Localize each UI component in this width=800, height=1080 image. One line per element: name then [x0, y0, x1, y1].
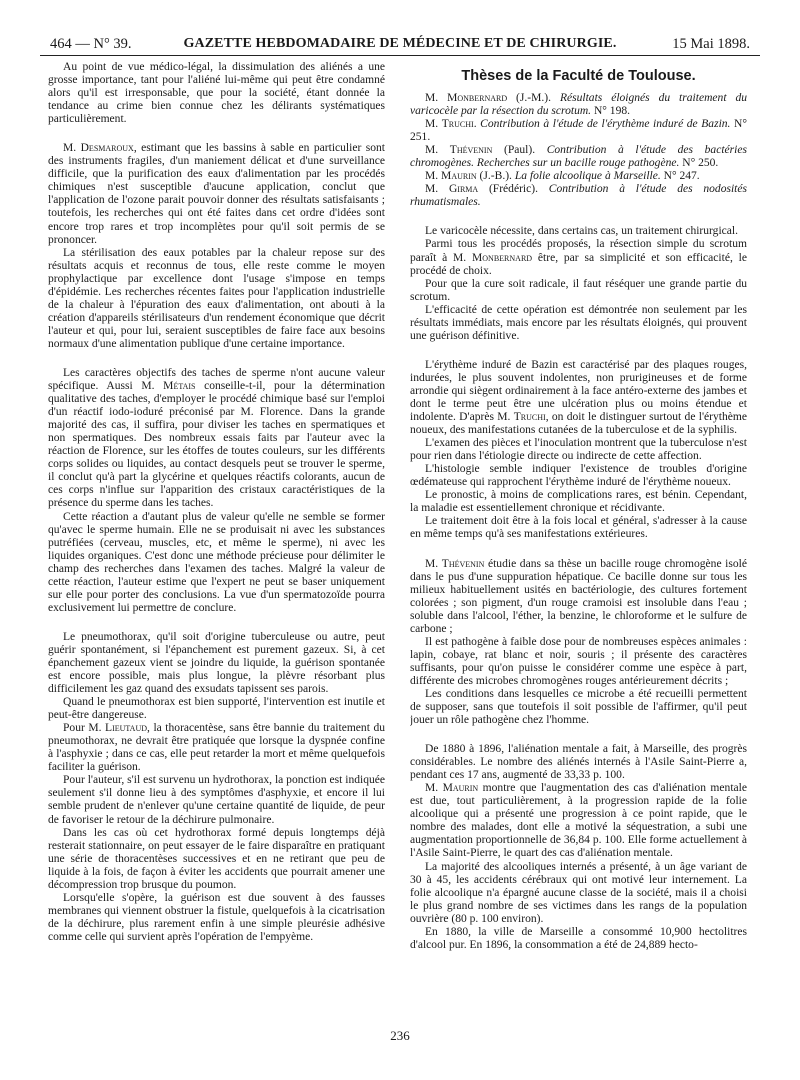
thesis-entry: M. Monbernard (J.-M.). Résultats éloignés du traitement du varicocèle par la résection du scrotum. N° 198. [410, 92, 747, 118]
author-name: Truchi [513, 411, 546, 424]
paragraph: M. Desmaroux, estimant que les bassins à sable en particulier sont des instruments fragiles, d'un maniement délicat et d'une surveillance difficile, que la purification des eaux d'alimentation par les procédés chimiques n'est susceptible d'aucune application, conclut que l'application de l'ozone parait pouvoir donner des résultats satisfaisants ; toutefois, les recherches qui ont été faites dans cet ordre d'idées sont encore trop rares et trop incomplètes pour qu'il soit permis de se prononcer. [48, 142, 385, 246]
paragraph: Cette réaction a d'autant plus de valeur qu'elle ne semble se former qu'avec le sperme humain. Elle ne se produisait ni avec les substances putréfiées (cerveau, muscles, etc, et même le sperme), ni avec les liquides organiques. C'est donc une méthode précieuse pour délimiter le champ des recherches dans l'examen des taches. Malgré la valeur de cette réaction, l'auteur estime que l'expert ne peut se baser uniquement sur elle pour porter des conclusions. La vue d'un spermatozoïde pourra exclusivement lui permettre de conclure. [48, 510, 385, 614]
paragraph: Le traitement doit être à la fois local et général, s'adresser à la cause en même temps qu'à ses manifestations extérieures. [410, 515, 747, 541]
thesis-title: Contribution à l'étude des bactéries chromogènes. Recherches sur un bacille rouge pathogène. [410, 144, 747, 170]
thesis-title: Résultats éloignés du traitement du varicocèle par la résection du scrotum. [410, 92, 747, 118]
paragraph: L'examen des pièces et l'inoculation montrent que la tuberculose n'est pour rien dans l'étiologie directe ou indirecte de cette affection. [410, 437, 747, 463]
thesis-author: Girma [448, 183, 479, 196]
thesis-entry: M. Truchi. Contribution à l'étude de l'érythème induré de Bazin. N° 251. [410, 118, 747, 144]
paragraph: M. Thévenin étudie dans sa thèse un bacille rouge chromogène isolé dans le pus d'une suppuration hépatique. Ce bacille donne sur tous les milieux habituellement usités en bactériologie, des cultures fortement colorées ; son pigment, d'un rouge cramoisi est insoluble dans l'eau ; soluble dans l'alcool, l'éther, la benzine, le chloroforme et le sulfure de carbone ; [410, 557, 747, 635]
paragraph: Quand le pneumothorax est bien supporté, l'intervention est inutile et peut-être dangereuse. [48, 696, 385, 722]
paragraph: Pour que la cure soit radicale, il faut réséquer une grande partie du scrotum. [410, 277, 747, 303]
thesis-number: N° 247. [660, 170, 700, 183]
thesis-number: N° 250. [679, 157, 719, 170]
paragraph: Il est pathogène à faible dose pour de nombreuses espèces animales : lapin, cobaye, rat blanc et noir, souris ; il présente des caractères suffisants, pour qu'on puisse le considérer comme une espèce à part, différente des microbes chromogènes rouges antérieurement décrits ; [410, 635, 747, 687]
paragraph: L'histologie semble indiquer l'existence de troubles d'origine œdémateuse qui rapprochent l'érythème induré de l'érythème noueux. [410, 463, 747, 489]
paragraph: Les caractères objectifs des taches de sperme n'ont aucune valeur spécifique. Aussi M. Métais conseille-t-il, pour la détermination qualitative des taches, d'employer le procédé chimique basé sur l'emploi d'un réactif iodo-ioduré préconisé par M. Florence. Dans la grande majorité des cas, il suffira, pour diviser les taches en spermatiques et non spermatiques. Des nombreux essais faits par l'auteur avec la réaction de Florence, sur les étoffes de toutes couleurs, sur les différents corps solides ou liquides, au contact desquels peut se trouver le sperme, il conclut qu'à part la glycérine et quelques réactifs colorants, aucun de ces corps n'influe sur l'apparition des cristaux caractéristiques de la présence du sperme dans les taches. [48, 366, 385, 510]
paragraph: Pour l'auteur, s'il est survenu un hydrothorax, la ponction est indiquée seulement s'il donne lieu à des symptômes d'asphyxie, et encore il lui semble prudent de n'enlever qu'une certaine quantité de liquide, de peur de favoriser le retour de la déchirure pulmonaire. [48, 774, 385, 826]
paragraph: En 1880, la ville de Marseille a consommé 10,900 hectolitres d'alcool pur. En 1896, la consommation a été de 24,889 hecto- [410, 925, 747, 951]
paragraph: Parmi tous les procédés proposés, la résection simple du scrotum paraît à M. Monbernard être, par sa simplicité et son efficacité, le procédé de choix. [410, 238, 747, 277]
section-title: Thèses de la Faculté de Toulouse. [461, 68, 696, 84]
thesis-title: Contribution à l'étude de l'érythème induré de Bazin. [480, 118, 731, 131]
left-column [48, 61, 385, 1046]
author-name: Thévenin [441, 557, 485, 570]
paragraph: Le varicocèle nécessite, dans certains cas, un traitement chirurgical. [425, 225, 739, 238]
theses-list [410, 92, 747, 209]
author-name: Monbernard [472, 251, 533, 264]
paragraph: Le pneumothorax, qu'il soit d'origine tuberculeuse ou autre, peut guérir spontanément, si l'épanchement est purement gazeux. Si, à cet épanchement gazeux vient se joindre du liquide, la guérison spontanée est encore possible, mais plus longue, la plèvre résorbant plus difficilement les gaz quand des exsudats tapissent ses parois. [48, 630, 385, 696]
thesis-title: La folie alcoolique à Marseille. [514, 170, 661, 183]
thesis-author: Monbernard [447, 92, 508, 104]
paragraph: La majorité des alcooliques internés a présenté, à un âge variant de 30 à 45, les accidents cérébraux qui ont motivé leur internement. La folie alcoolique n'a épargné aucune classe de la société, mais il a choisi le plus grand nombre de ses victimes dans les rangs de la population ouvrière (80 p. 100 environ). [410, 860, 747, 925]
paragraph: Au point de vue médico-légal, la dissimulation des aliénés a une grosse importance, tant pour l'aliéné lui-même qui peut être condamné alors qu'il est irresponsable, que pour la société, étant donnée la tendance au crime bien connue chez les délirants systématiques particulièrement. [48, 61, 385, 126]
thesis-number: N° 198. [591, 105, 631, 118]
paragraph: L'érythème induré de Bazin est caractérisé par des plaques rouges, indurées, le plus souvent indolentes, non prurigineuses et de forme arrondie qui siègent ordinairement à la face antéro-externe des jambes et dont le terme peut être une ulcération plus ou moins étendue et indolente. D'après M. Truchi, on doit le distinguer surtout de l'érythème noueux, des manifestations cutanées de la tuberculose et de la syphilis. [410, 358, 747, 437]
running-header [40, 30, 760, 56]
thesis-author: Thévenin [449, 144, 493, 157]
page-number: 236 [390, 1028, 410, 1043]
paragraph: Dans les cas où cet hydrothorax formé depuis longtemps déjà resterait stationnaire, on peut essayer de le faire disparaître en pratiquant une série de thoracentèses successives et en ne retirant que peu de liquide à la fois, de façon à éviter les accidents que pourrait amener une décompression trop brusque du poumon. [48, 826, 385, 891]
thesis-entry: M. Maurin (J.-B.). La folie alcoolique à Marseille. N° 247. [425, 170, 700, 183]
thesis-author: Maurin [441, 170, 477, 183]
thesis-author: Truchi [441, 118, 474, 131]
author-name: Lieutaud [105, 722, 148, 735]
paragraph: Lorsqu'elle s'opère, la guérison est due souvent à des fausses membranes qui viennent obstruer la fistule, quelquefois à la cicatrisation de la déchirure, plus rarement enfin à une simple pleurésie adhésive comme celle qui survient après l'opération de l'empyème. [48, 891, 385, 943]
right-column [410, 61, 747, 1046]
paragraph: Pour M. Lieutaud, la thoracentèse, sans être bannie du traitement du pneumothorax, ne devrait être pratiquée que lorsque la dyspnée confine à l'asphyxie ; dans ce cas, elle peut retarder la mort et même quelquefois faciliter la guérison. [48, 722, 385, 774]
author-name: Métais [163, 380, 196, 393]
header-date: 15 Mai 1898. [672, 36, 750, 52]
paragraph: La stérilisation des eaux potables par la chaleur repose sur des résultats acquis et reconnus de tous, elle reste comme le moyen prophylactique par excellence dont l'usage s'impose en temps d'épidémie. Les recherches récentes faites pour l'application industrielle de la chaleur à l'épuration des eaux d'alimentation, ont abouti à la création d'appareils stérilisateurs d'un rendement économique que décrit l'auteur et qui, pour lui, seraient susceptibles de faire face aux besoins normaux d'une alimentation publique d'une certaine importance. [48, 246, 385, 350]
paragraph: Les conditions dans lesquelles ce microbe a été recueilli permettent de supposer, sans que toutefois il soit possible de l'affirmer, qu'il peut jouer un rôle pathogène chez l'homme. [410, 687, 747, 727]
thesis-entry: M. Thévenin (Paul). Contribution à l'étude des bactéries chromogènes. Recherches sur un bacille rouge pathogène. N° 250. [410, 144, 747, 170]
paragraph: De 1880 à 1896, l'aliénation mentale a fait, à Marseille, des progrès considérables. Le nombre des aliénés internés à l'Asile Saint-Pierre a, pendant ces 17 ans, augmenté de 33,33 p. 100. [410, 743, 747, 782]
header-issue-number: 464 — N° 39. [50, 36, 132, 52]
thesis-entry: M. Girma (Frédéric). Contribution à l'étude des nodosités rhumatismales. [410, 183, 747, 209]
author-name: Maurin [442, 782, 479, 795]
paragraph: Le pronostic, à moins de complications rares, est bénin. Cependant, la maladie est essentiellement chronique et récidivante. [410, 489, 747, 515]
paragraph: M. Maurin montre que l'augmentation des cas d'aliénation mentale est due, tout particulièrement, à la progression rapide de la folie alcoolique qui a présenté une progression à ce point rapide, que le nombre des malades, dont elle a motivé la séquestration, a subi une augmentation proportionnelle de 36,84 p. 100. Elle forme actuellement à l'Asile Saint-Pierre, le quart des cas d'aliénation mentale. [410, 782, 747, 860]
paragraph: L'efficacité de cette opération est démontrée non seulement par les résultats immédiats, mais encore par les résultats éloignés, qui prouvent une guérison définitive. [410, 303, 747, 342]
author-name: Desmaroux [80, 142, 134, 155]
thesis-number: N° 251. [410, 118, 747, 144]
header-journal-title: GAZETTE HEBDOMADAIRE DE MÉDECINE ET DE CHIRURGIE. [183, 36, 617, 51]
thesis-title: Contribution à l'étude des nodosités rhumatismales. [410, 183, 747, 209]
